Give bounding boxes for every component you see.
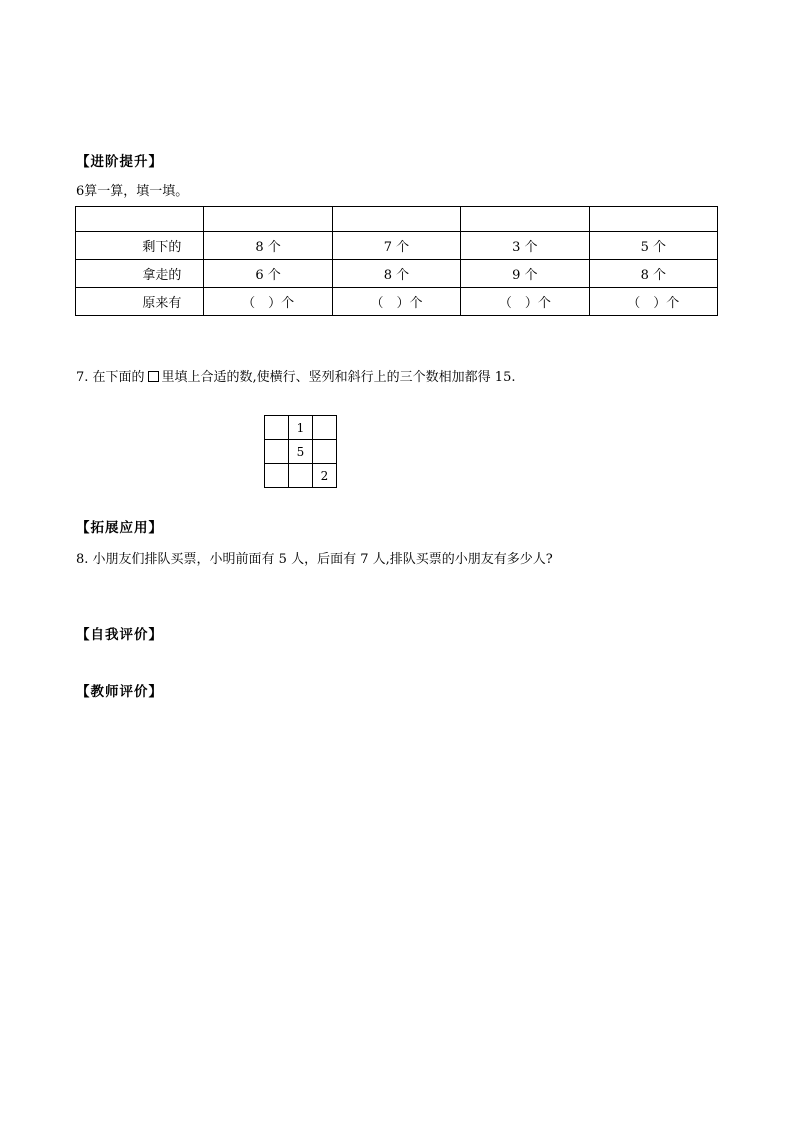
answer-blank-cell[interactable]: （ ）个	[461, 288, 589, 316]
row-label-original: 原来有	[76, 288, 204, 316]
table-cell	[204, 207, 332, 232]
table-header-row	[76, 207, 718, 232]
grid-row	[265, 464, 337, 488]
question-6-table	[75, 206, 718, 316]
grid-cell: 2	[313, 464, 337, 488]
table-row	[76, 288, 718, 316]
table-row	[76, 232, 718, 260]
table-row	[76, 260, 718, 288]
square-box-icon	[148, 371, 159, 382]
section-heading-extended: 【拓展应用】	[76, 520, 163, 536]
answer-blank-cell[interactable]: （ ）个	[204, 288, 332, 316]
table-cell: 3 个	[461, 232, 589, 260]
question-7-prefix: 7. 在下面的	[76, 370, 145, 385]
table-cell	[76, 207, 204, 232]
section-heading-self-eval: 【自我评价】	[76, 627, 163, 643]
table-cell	[589, 207, 717, 232]
table-cell: 8 个	[332, 260, 460, 288]
table-cell	[461, 207, 589, 232]
grid-row	[265, 416, 337, 440]
row-label-remaining: 剩下的	[76, 232, 204, 260]
grid-cell[interactable]	[265, 416, 289, 440]
question-6-prompt: 6算一算，填一填。	[76, 184, 189, 199]
section-heading-teacher-eval: 【教师评价】	[76, 684, 163, 700]
table-cell: 6 个	[204, 260, 332, 288]
grid-cell[interactable]	[313, 416, 337, 440]
question-8-prompt: 8. 小朋友们排队买票，小明前面有 5 人，后面有 7 人,排队买票的小朋友有多少人?	[76, 552, 553, 567]
table-cell	[332, 207, 460, 232]
grid-cell[interactable]	[265, 464, 289, 488]
table-cell: 8 个	[589, 260, 717, 288]
magic-square-grid	[264, 415, 337, 488]
section-heading-advanced: 【进阶提升】	[76, 154, 163, 170]
table-cell: 9 个	[461, 260, 589, 288]
grid-cell: 1	[289, 416, 313, 440]
grid-row	[265, 440, 337, 464]
grid-cell[interactable]	[265, 440, 289, 464]
table-cell: 7 个	[332, 232, 460, 260]
question-7-prompt	[76, 366, 516, 385]
grid-cell[interactable]	[313, 440, 337, 464]
question-7-suffix: 里填上合适的数,使横行、竖列和斜行上的三个数相加都得 15.	[161, 370, 516, 385]
grid-cell[interactable]	[289, 464, 313, 488]
grid-cell: 5	[289, 440, 313, 464]
answer-blank-cell[interactable]: （ ）个	[332, 288, 460, 316]
row-label-taken: 拿走的	[76, 260, 204, 288]
table-cell: 8 个	[204, 232, 332, 260]
table-cell: 5 个	[589, 232, 717, 260]
answer-blank-cell[interactable]: （ ）个	[589, 288, 717, 316]
